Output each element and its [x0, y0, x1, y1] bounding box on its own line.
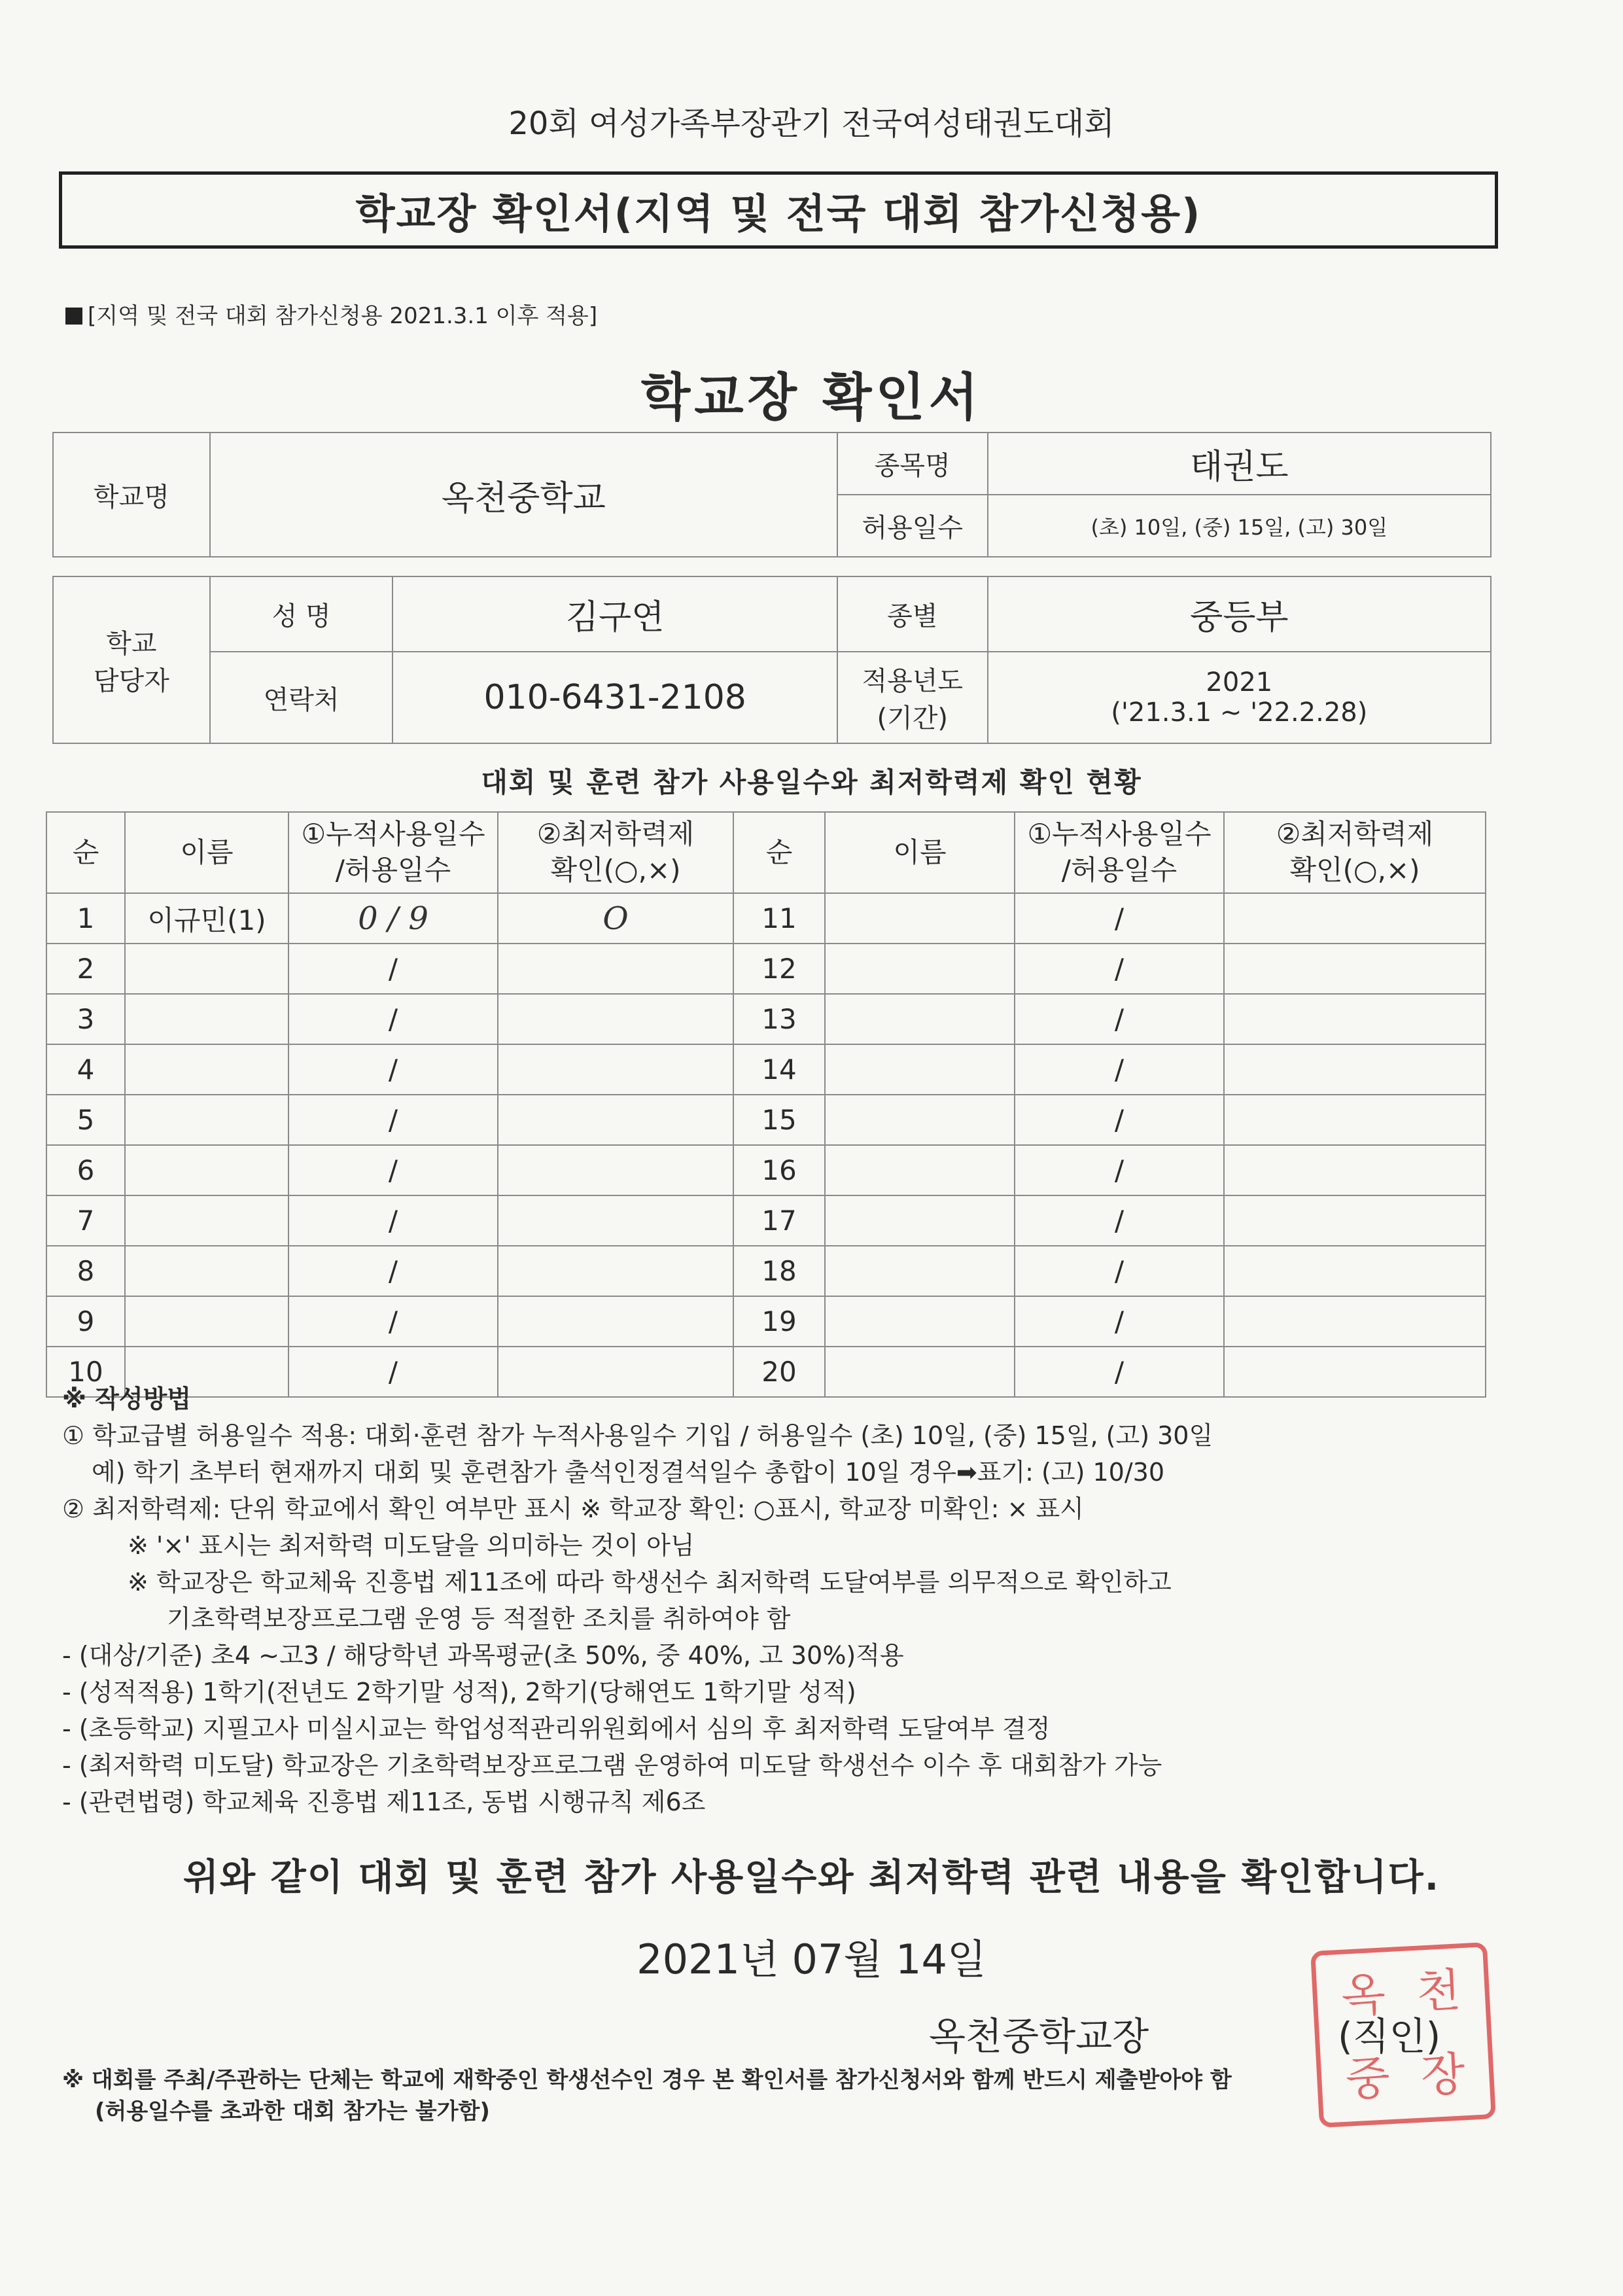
period-value: ('21.3.1 ~ '22.2.28) [1111, 698, 1368, 728]
roster-cell-name [125, 1044, 288, 1095]
division-label: 종별 [837, 576, 988, 652]
roster-cell-name [825, 1246, 1015, 1296]
roster-cell-days: / [1015, 1145, 1224, 1195]
roster-cell-grade [498, 1095, 733, 1145]
roster-cell-days: / [288, 1044, 498, 1095]
instruction-line: ② 최저학력제: 단위 학교에서 확인 여부만 표시 ※ 학교장 확인: ○표시, 학교장 미확인: × 표시 [62, 1494, 1084, 1523]
roster-cell-grade [498, 1195, 733, 1246]
table-row [46, 1195, 1486, 1246]
roster-cell-name [125, 1296, 288, 1347]
document-header-box [59, 171, 1498, 249]
roster-cell-days: / [1015, 1195, 1224, 1246]
roster-cell-name [125, 994, 288, 1044]
instruction-line: ① 학교급별 허용일수 적용: 대회·훈련 참가 누적사용일수 기입 / 허용일수 (초) 10일, (중) 15일, (고) 30일 [62, 1421, 1213, 1450]
roster-cell-name [825, 1095, 1015, 1145]
seal-label: (직인) [1338, 2014, 1441, 2058]
roster-cell-no: 5 [46, 1095, 125, 1145]
roster-cell-no: 9 [46, 1296, 125, 1347]
roster-cell-days: / [288, 1195, 498, 1246]
bottom-note-line: (허용일수를 초과한 대회 참가는 불가함) [95, 2098, 490, 2125]
roster-cell-no: 12 [733, 944, 825, 994]
roster-cell-no: 18 [733, 1246, 825, 1296]
roster-cell-days: 0 / 9 [288, 893, 498, 944]
bottom-note-line: ※ 대회를 주최/주관하는 단체는 학교에 재학중인 학생선수인 경우 본 확인서를 참가신청서와 함께 반드시 제출받아야 함 [62, 2067, 1232, 2093]
roster-cell-no: 14 [733, 1044, 825, 1095]
roster-cell-days: / [288, 944, 498, 994]
seal-char: 천 [1415, 1963, 1463, 2019]
roster-cell-days: / [1015, 1246, 1224, 1296]
square-bullet-icon [65, 308, 82, 325]
roster-cell-no: 4 [46, 1044, 125, 1095]
application-note [65, 298, 597, 330]
person-name-label: 성 명 [210, 576, 393, 652]
table-row [46, 1246, 1486, 1296]
roster-cell-grade [498, 944, 733, 994]
header-no: 순 [733, 812, 825, 893]
roster-cell-no: 19 [733, 1296, 825, 1347]
year-cell [988, 652, 1491, 743]
roster-cell-name [825, 1044, 1015, 1095]
year-value: 2021 [1206, 667, 1273, 698]
roster-cell-grade [1224, 1246, 1486, 1296]
table-row [46, 1296, 1486, 1347]
instruction-line: ※ 학교장은 학교체육 진흥법 제11조에 따라 학생선수 최저학력 도달여부를 의무적으로 확인하고 [128, 1568, 1172, 1597]
roster-cell-grade: O [498, 893, 733, 944]
roster-cell-grade [498, 994, 733, 1044]
instruction-line: - (초등학교) 지필고사 미실시교는 학업성적관리위원회에서 심의 후 최저학력 도달여부 결정 [62, 1714, 1051, 1743]
roster-table [46, 811, 1486, 1398]
roster-cell-days: / [1015, 1347, 1224, 1397]
roster-cell-name [825, 1296, 1015, 1347]
year-label: 적용년도 (기간) [837, 652, 988, 743]
manager-label: 학교 담당자 [53, 576, 210, 743]
sport-value: 태권도 [988, 433, 1491, 495]
roster-cell-days: / [1015, 994, 1224, 1044]
roster-cell-no: 13 [733, 994, 825, 1044]
instruction-line: 기초학력보장프로그램 운영 등 적절한 조치를 취하여야 함 [167, 1604, 791, 1633]
roster-cell-grade [498, 1246, 733, 1296]
header-days: ①누적사용일수 /허용일수 [1015, 812, 1224, 893]
table-row [46, 1044, 1486, 1095]
instruction-line: 예) 학기 초부터 현재까지 대회 및 훈련참가 출석인정결석일수 총합이 10일 경우➡표기: (고) 10/30 [92, 1458, 1165, 1487]
principal-title: 옥천중학교장 [929, 2014, 1149, 2058]
roster-cell-grade [1224, 893, 1486, 944]
roster-cell-days: / [1015, 944, 1224, 994]
header-name: 이름 [825, 812, 1015, 893]
roster-cell-days: / [1015, 893, 1224, 944]
confirmation-statement: 위와 같이 대회 및 훈련 참가 사용일수와 최저학력 관련 내용을 확인합니다. [183, 1856, 1440, 1899]
roster-cell-name [825, 944, 1015, 994]
header-days: ①누적사용일수 /허용일수 [288, 812, 498, 893]
roster-cell-grade [1224, 1195, 1486, 1246]
allowed-days-label: 허용일수 [837, 495, 988, 557]
application-note-text: [지역 및 전국 대회 참가신청용 2021.3.1 이후 적용] [88, 303, 598, 329]
roster-cell-days: / [288, 1296, 498, 1347]
roster-cell-no: 2 [46, 944, 125, 994]
roster-cell-days: / [1015, 1044, 1224, 1095]
seal-char: 옥 [1340, 1967, 1387, 2023]
roster-cell-no: 3 [46, 994, 125, 1044]
person-name-value: 김구연 [393, 576, 837, 652]
school-info-table [52, 432, 1492, 744]
roster-cell-grade [498, 1145, 733, 1195]
roster-cell-name [825, 893, 1015, 944]
roster-cell-days: / [288, 994, 498, 1044]
instructions-title: ※ 작성방법 [62, 1385, 192, 1413]
instruction-line: - (관련법령) 학교체육 진흥법 제11조, 동법 시행규칙 제6조 [62, 1788, 706, 1816]
roster-cell-name [125, 1195, 288, 1246]
table-row [46, 893, 1486, 944]
roster-cell-no: 1 [46, 893, 125, 944]
header-grade: ②최저학력제 확인(○,×) [498, 812, 733, 893]
event-title: 20회 여성가족부장관기 전국여성태권도대회 [508, 105, 1115, 142]
table-row [46, 1095, 1486, 1145]
roster-cell-grade [1224, 1095, 1486, 1145]
header-grade: ②최저학력제 확인(○,×) [1224, 812, 1486, 893]
roster-section-title: 대회 및 훈련 참가 사용일수와 최저학력제 확인 현황 [481, 766, 1142, 798]
roster-cell-name [125, 944, 288, 994]
roster-cell-grade [1224, 1044, 1486, 1095]
header-no: 순 [46, 812, 125, 893]
roster-cell-grade [1224, 994, 1486, 1044]
table-row [46, 944, 1486, 994]
header-name: 이름 [125, 812, 288, 893]
header-box-title: 학교장 확인서(지역 및 전국 대회 참가신청용) [355, 189, 1202, 238]
contact-value: 010-6431-2108 [393, 652, 837, 743]
document-title: 학교장 확인서 [640, 368, 983, 427]
table-row [46, 994, 1486, 1044]
roster-cell-days: / [288, 1145, 498, 1195]
instruction-line: - (대상/기준) 초4 ~고3 / 해당학년 과목평균(초 50%, 중 40%, 고 30%)적용 [62, 1641, 904, 1670]
instruction-line: - (성적적용) 1학기(전년도 2학기말 성적), 2학기(당해연도 1학기말 성적) [62, 1678, 856, 1706]
table-row [46, 1145, 1486, 1195]
bottom-note [62, 2064, 1232, 2127]
school-name-label: 학교명 [53, 433, 210, 557]
allowed-days-value: (초) 10일, (중) 15일, (고) 30일 [988, 495, 1491, 557]
roster-cell-days: / [1015, 1296, 1224, 1347]
seal-char: 장 [1419, 2047, 1467, 2103]
issue-date: 2021년 07월 14일 [637, 1935, 986, 1983]
roster-cell-no: 8 [46, 1246, 125, 1296]
roster-cell-grade [1224, 1296, 1486, 1347]
roster-cell-name [125, 1095, 288, 1145]
division-value: 중등부 [988, 576, 1491, 652]
roster-cell-no: 16 [733, 1145, 825, 1195]
roster-cell-grade [498, 1044, 733, 1095]
roster-cell-no: 17 [733, 1195, 825, 1246]
roster-cell-no: 20 [733, 1347, 825, 1397]
roster-cell-grade [1224, 1145, 1486, 1195]
seal-char: 중 [1344, 2051, 1391, 2107]
instruction-line: ※ '×' 표시는 최저학력 미도달을 의미하는 것이 아님 [128, 1531, 695, 1560]
roster-cell-grade [1224, 944, 1486, 994]
roster-cell-name [825, 1145, 1015, 1195]
roster-cell-no: 11 [733, 893, 825, 944]
school-name-value: 옥천중학교 [210, 433, 837, 557]
contact-label: 연락처 [210, 652, 393, 743]
roster-cell-no: 10 [46, 1347, 125, 1397]
instructions [62, 1381, 1534, 1820]
roster-cell-no: 6 [46, 1145, 125, 1195]
roster-cell-days: / [288, 1095, 498, 1145]
sport-label: 종목명 [837, 433, 988, 495]
roster-cell-name [825, 994, 1015, 1044]
roster-cell-days: / [1015, 1095, 1224, 1145]
roster-cell-days: / [288, 1347, 498, 1397]
roster-cell-days: / [288, 1246, 498, 1296]
roster-cell-name [125, 1246, 288, 1296]
roster-cell-no: 15 [733, 1095, 825, 1145]
roster-cell-name: 이규민(1) [125, 893, 288, 944]
roster-cell-name [125, 1145, 288, 1195]
roster-cell-name [825, 1195, 1015, 1246]
roster-cell-no: 7 [46, 1195, 125, 1246]
instruction-line: - (최저학력 미도달) 학교장은 기초학력보장프로그램 운영하여 미도달 학생선수 이수 후 대회참가 가능 [62, 1751, 1162, 1780]
roster-cell-grade [498, 1296, 733, 1347]
